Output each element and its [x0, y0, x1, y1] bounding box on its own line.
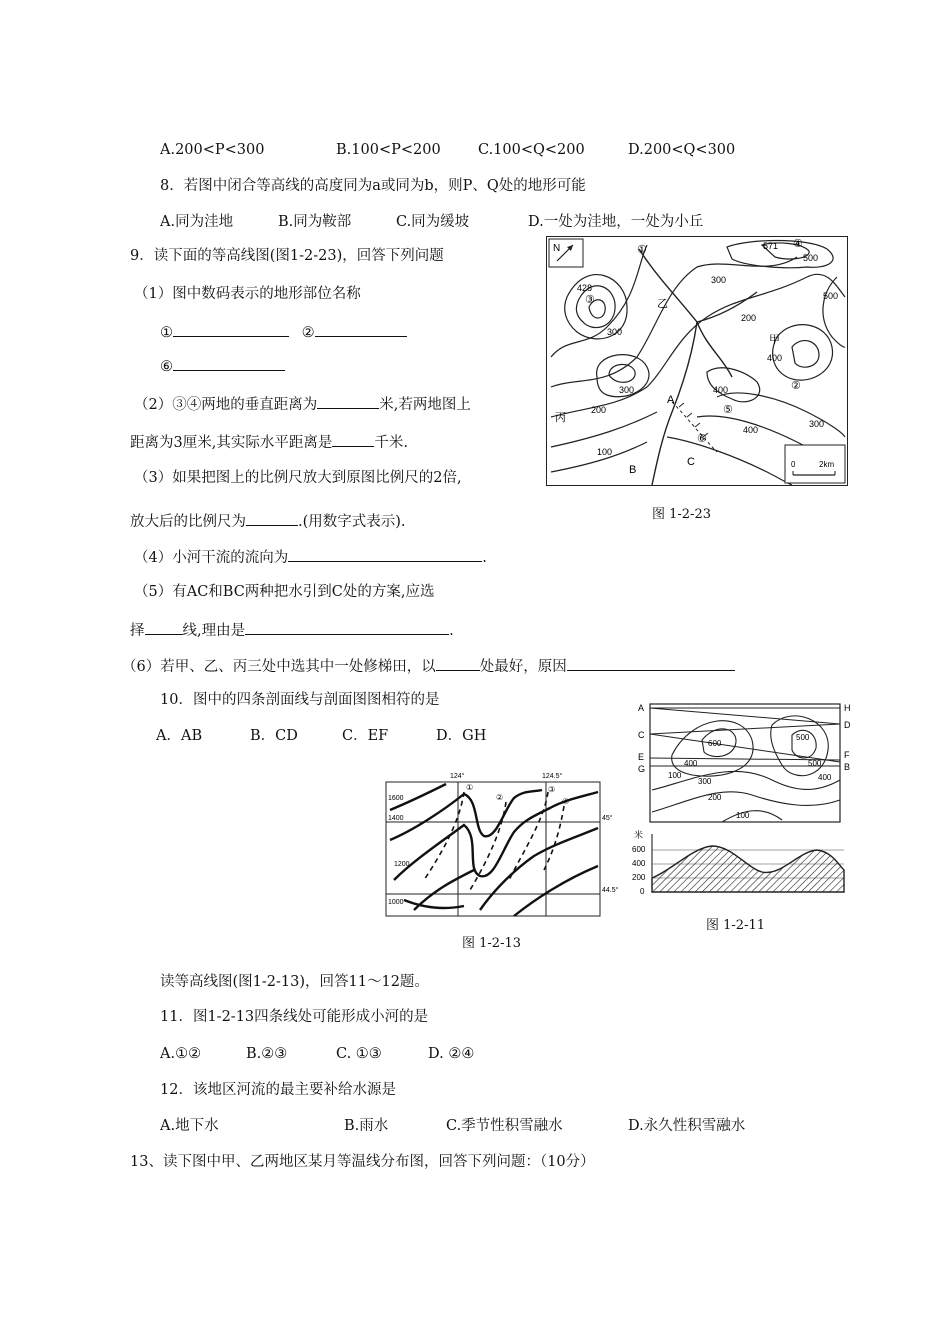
- elev-300-c: 300: [711, 275, 727, 285]
- elev-500-b: 500: [808, 759, 822, 768]
- label-3: ③: [585, 294, 595, 306]
- letter-D: D: [844, 720, 851, 730]
- q8-option-b: B.同为鞍部: [278, 214, 352, 230]
- profile-axis-ticks: [632, 845, 646, 896]
- answer-blank-line-choice[interactable]: [145, 618, 183, 635]
- answer-blank-6[interactable]: [173, 354, 285, 371]
- q10-option-b: B．CD: [250, 728, 298, 744]
- label-yi: 乙: [657, 298, 668, 310]
- contour-map-1-2-13: [384, 770, 624, 920]
- river: [639, 249, 757, 485]
- elev-400-a: 400: [684, 759, 698, 768]
- elev-1600: 1600: [388, 795, 404, 802]
- q10-stem: 10．图中的四条剖面线与剖面图图相符的是: [160, 692, 440, 708]
- q9-part4-text-b: .: [482, 550, 487, 566]
- q9-part1: （1）图中数码表示的地形部位名称: [134, 286, 361, 302]
- q9-part2-text-c: 距离为3厘米,其实际水平距离是: [130, 435, 333, 451]
- q9-part6-text-a: （6）若甲、乙、丙三处中选其中一处修梯田，以: [122, 659, 436, 675]
- q9-part5-line2: [130, 618, 454, 641]
- letter-A: A: [638, 703, 645, 713]
- north-label: N: [553, 243, 561, 254]
- q9-stem: 9．读下面的等高线图(图1-2-23)，回答下列问题: [130, 248, 444, 264]
- letter-G: G: [638, 764, 646, 774]
- elev-400-b: 400: [818, 773, 832, 782]
- elev-500-a: 500: [803, 253, 819, 263]
- letter-B: B: [844, 762, 851, 772]
- letter-E: E: [638, 752, 645, 762]
- answer-blank-horizontal-distance[interactable]: [332, 430, 374, 447]
- caption-1-2-23: 图 1-2-23: [652, 507, 712, 522]
- answer-blank-terrace-site[interactable]: [436, 654, 480, 671]
- q12-option-c: C.季节性积雪融水: [446, 1118, 563, 1134]
- q11-option-a: A.①②: [160, 1046, 202, 1062]
- q9-part6-text-b: 处最好，原因: [479, 659, 567, 675]
- elev-1400: 1400: [388, 815, 404, 822]
- q9-part2-line2: [130, 430, 408, 453]
- tick-400: 400: [632, 859, 646, 868]
- q12-option-d: D.永久性积雪融水: [628, 1118, 746, 1134]
- tick-600: 600: [632, 845, 646, 854]
- q7-option-a: A.200<P<300: [160, 142, 265, 158]
- label-B: B: [629, 464, 637, 476]
- q11-option-d: D. ②④: [428, 1046, 475, 1062]
- elev-300-a: 300: [607, 327, 623, 337]
- profile-unit: 米: [634, 830, 644, 840]
- q9-part5-text-c: 线,理由是: [182, 623, 246, 639]
- q9-part1-blank-6: [160, 354, 285, 377]
- elev-500-a: 500: [796, 733, 810, 742]
- lat-44-5: 44.5°: [602, 887, 619, 894]
- q10-option-c: C．EF: [342, 728, 389, 744]
- label-6: ⑥: [697, 433, 707, 445]
- contour-map-1-2-23-drawing: [547, 237, 847, 485]
- letter-F: F: [844, 750, 850, 760]
- label-2: ②: [791, 380, 801, 392]
- label-4: ④: [793, 238, 803, 250]
- q9-part3-text-b: 放大后的比例尺为: [130, 514, 246, 530]
- scale-zero: 0: [791, 460, 796, 469]
- elev-571: 571: [763, 241, 779, 251]
- label-C: C: [687, 456, 695, 468]
- elev-100: 100: [597, 447, 613, 457]
- elev-100-b: 100: [736, 811, 750, 820]
- answer-blank-scale[interactable]: [246, 509, 298, 526]
- q11-option-b: B.②③: [246, 1046, 288, 1062]
- letter-C: C: [638, 730, 645, 740]
- q9-part4: [134, 545, 487, 568]
- q12-option-b: B.雨水: [344, 1118, 389, 1134]
- q10-option-d: D．GH: [436, 728, 487, 744]
- elev-400-b: 400: [743, 425, 759, 435]
- profile-figure-1-2-11: [632, 700, 862, 900]
- fig1211-contour-values: [668, 733, 832, 820]
- letter-H: H: [844, 703, 851, 713]
- answer-blank-vertical-distance[interactable]: [317, 392, 379, 409]
- lon-124-5: 124.5°: [542, 773, 563, 780]
- q9-part3-line2: [130, 509, 406, 532]
- q9-part5-text-b: 择: [130, 623, 145, 639]
- elev-400-a: 400: [767, 353, 783, 363]
- q7-option-c: C.100<Q<200: [478, 142, 585, 158]
- intro-11-12: 读等高线图(图1-2-13)，回答11～12题。: [160, 974, 429, 990]
- lat-45: 45°: [602, 815, 613, 822]
- label-jia: 甲: [769, 334, 780, 346]
- q7-option-b: B.100<P<200: [336, 142, 441, 158]
- label-1: ①: [160, 325, 173, 341]
- elev-400-c: 400: [713, 385, 729, 395]
- q11-stem: 11．图1-2-13四条线处可能形成小河的是: [160, 1009, 429, 1025]
- label-1: ①: [637, 244, 647, 256]
- scale-km: 2km: [819, 460, 835, 469]
- answer-blank-2[interactable]: [315, 320, 407, 337]
- canal-line: [672, 402, 717, 452]
- q9-part2-text-b: 米,若两地图上: [379, 397, 471, 413]
- q8-stem: 8．若图中闭合等高线的高度同为a或同为b，则P、Q处的地形可能: [160, 178, 586, 194]
- line-3-label: ③: [548, 785, 556, 794]
- caption-1-2-11: 图 1-2-11: [706, 918, 766, 933]
- elev-600: 600: [708, 739, 722, 748]
- q7-option-d: D.200<Q<300: [628, 142, 736, 158]
- q9-part2-line1: [134, 392, 471, 415]
- answer-blank-flow-direction[interactable]: [288, 545, 482, 562]
- q9-part3-text-c: .(用数字式表示).: [298, 514, 406, 530]
- profile-terrain: [652, 846, 844, 892]
- contour-map-1-2-23: [546, 236, 848, 486]
- fig1223-labels: [555, 238, 803, 476]
- q11-option-c: C. ①③: [336, 1046, 382, 1062]
- label-2: ②: [301, 325, 315, 341]
- tick-0: 0: [640, 887, 645, 896]
- elev-300-d: 300: [809, 419, 825, 429]
- q8-option-a: A.同为洼地: [160, 214, 234, 230]
- elev-200: 200: [708, 793, 722, 802]
- label-A: A: [667, 394, 675, 406]
- lon-124: 124°: [450, 773, 465, 780]
- answer-blank-1[interactable]: [173, 320, 289, 337]
- label-bing: 丙: [555, 412, 566, 424]
- elev-200-b: 200: [741, 313, 757, 323]
- elev-300: 300: [698, 777, 712, 786]
- answer-blank-reason[interactable]: [245, 618, 449, 635]
- elev-428: 428: [577, 283, 593, 293]
- elev-1000: 1000: [388, 899, 404, 906]
- q9-part2-text-a: （2）③④两地的垂直距离为: [134, 397, 318, 413]
- q9-part4-text-a: （4）小河干流的流向为: [134, 550, 289, 566]
- caption-1-2-13: 图 1-2-13: [462, 936, 522, 951]
- q10-option-a: A．AB: [156, 728, 203, 744]
- label-6: ⑥: [160, 359, 173, 375]
- contour-map-1-2-13-drawing: [384, 770, 624, 920]
- elev-300-b: 300: [619, 385, 635, 395]
- q9-part5-text-d: .: [449, 623, 454, 639]
- tick-200: 200: [632, 873, 646, 882]
- q12-option-a: A.地下水: [160, 1118, 219, 1134]
- fig1223-contour-values: [577, 241, 838, 457]
- elev-200-a: 200: [591, 405, 607, 415]
- q9-part3-line1: （3）如果把图上的比例尺放大到原图比例尺的2倍,: [134, 470, 462, 486]
- q9-part2-text-d: 千米.: [374, 435, 408, 451]
- q9-part6: [122, 654, 735, 677]
- q8-option-c: C.同为缓坡: [396, 214, 470, 230]
- fig1211-contours: [652, 716, 840, 822]
- elev-500-b: 500: [823, 291, 839, 301]
- label-5: ⑤: [723, 404, 733, 416]
- line-2-label: ②: [496, 793, 504, 802]
- q9-part1-blanks: [160, 320, 407, 343]
- q9-part5-line1: （5）有AC和BC两种把水引到C处的方案,应选: [134, 584, 435, 600]
- fig1213-dashed-lines: [424, 792, 564, 890]
- fig1211-profile-lines: [650, 708, 840, 766]
- q12-stem: 12．该地区河流的最主要补给水源是: [160, 1082, 396, 1098]
- line-4-label: ④: [562, 797, 570, 806]
- answer-blank-terrace-reason[interactable]: [567, 654, 735, 671]
- profile-figure-1-2-11-drawing: [632, 700, 862, 900]
- elev-1200: 1200: [394, 861, 410, 868]
- elev-100-a: 100: [668, 771, 682, 780]
- canal-ticks: [679, 403, 708, 437]
- line-1-label: ①: [466, 783, 474, 792]
- fig1213-elevations: [388, 795, 410, 906]
- q8-option-d: D.一处为洼地，一处为小丘: [528, 214, 704, 230]
- q13-stem: 13、读下图中甲、乙两地区某月等温线分布图，回答下列问题：（10分）: [130, 1154, 595, 1170]
